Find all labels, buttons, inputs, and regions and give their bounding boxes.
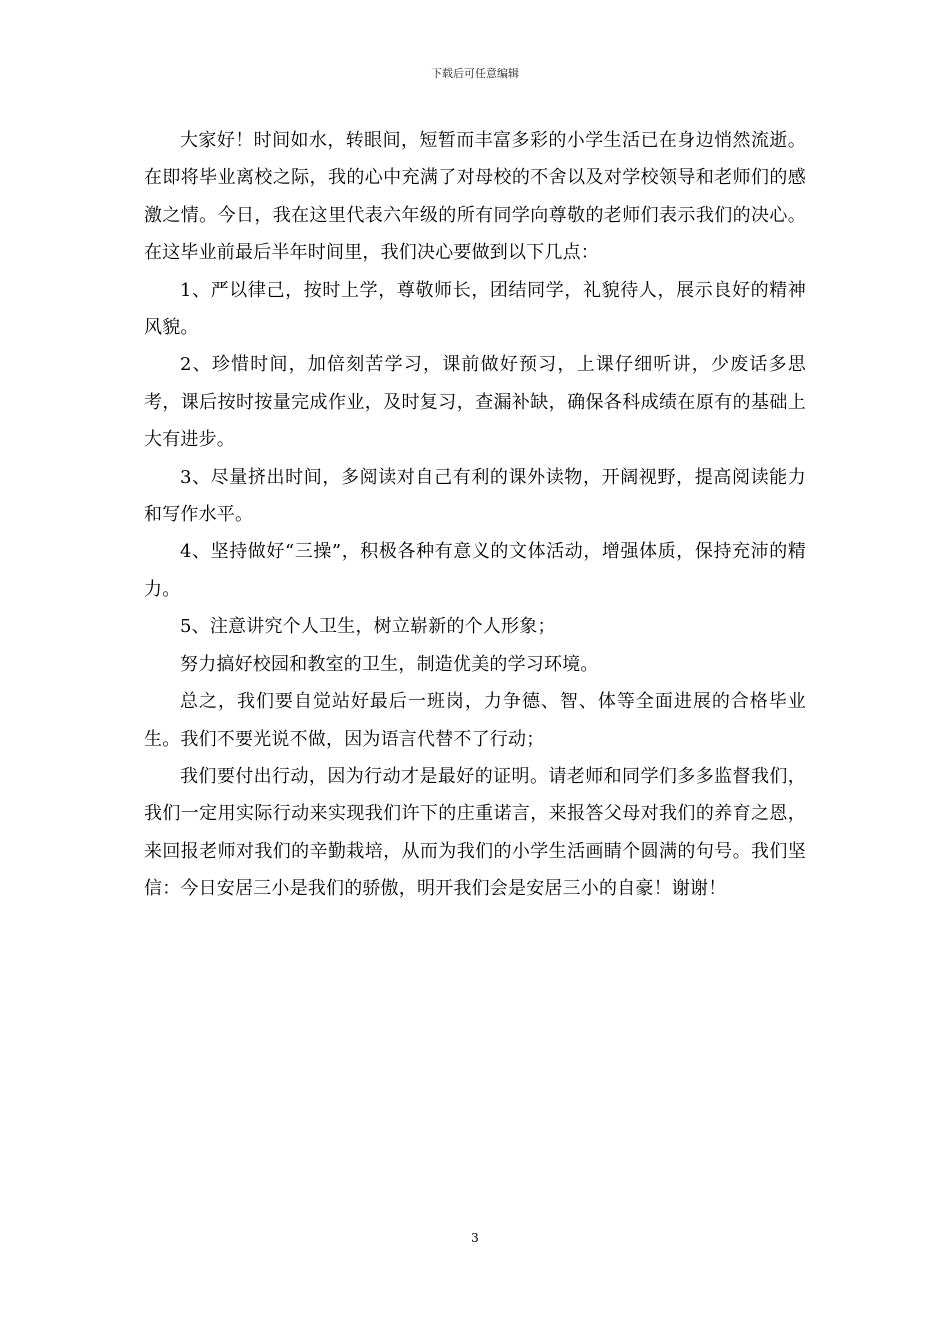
paragraph-point-2: 2、珍惜时间，加倍刻苦学习，课前做好预习，上课仔细听讲，少废话多思考，课后按时按量完成作业，及时复习，查漏补缺，确保各科成绩在原有的基础上大有进步。 — [144, 354, 806, 451]
document-body — [144, 122, 806, 908]
paragraph-point-3: 3、尽量挤出时间，多阅读对自己有利的课外读物，开阔视野，提高阅读能力和写作水平。 — [144, 466, 806, 526]
paragraph-point-1: 1、严以律己，按时上学，尊敬师长，团结同学，礼貌待人，展示良好的精神风貌。 — [144, 279, 806, 339]
page-number: 3 — [471, 1231, 479, 1245]
paragraph-point-5: 5、注意讲究个人卫生，树立崭新的个人形象； — [180, 616, 556, 638]
paragraph-point-4: 4、坚持做好“三操”，积极各种有意义的文体活动，增强体质，保持充沛的精力。 — [144, 541, 806, 600]
paragraph-summary: 总之，我们要自觉站好最后一班岗，力争德、智、体等全面进展的合格毕业生。我们不要光说不做，因为语言代替不了行动； — [144, 691, 806, 750]
paragraph-greeting: 大家好！时间如水，转眼间，短暂而丰富多彩的小学生活已在身边悄然流逝。在即将毕业离校之际，我的心中充满了对母校的不舍以及对学校领导和老师们的感激之情。今日，我在这里代表六年级的所有同学向尊敬的老师们表示我们的决心。在这毕业前最后半年时间里，我们决心要做到以下几点： — [144, 130, 806, 264]
paragraph-closing: 我们要付出行动，因为行动才是最好的证明。请老师和同学们多多监督我们，我们一定用实际行动来实现我们许下的庄重诺言，来报答父母对我们的养育之恩，来回报老师对我们的辛勤栽培，从而为我们的小学生活画睛个圆满的句号。我们坚信：今日安居三小是我们的骄傲，明开我们会是安居三小的自豪！谢谢！ — [144, 765, 806, 900]
page-header: 下载后可任意编辑 — [431, 67, 519, 80]
paragraph-point-5-continued: 努力搞好校园和教室的卫生，制造优美的学习环境。 — [180, 653, 599, 675]
